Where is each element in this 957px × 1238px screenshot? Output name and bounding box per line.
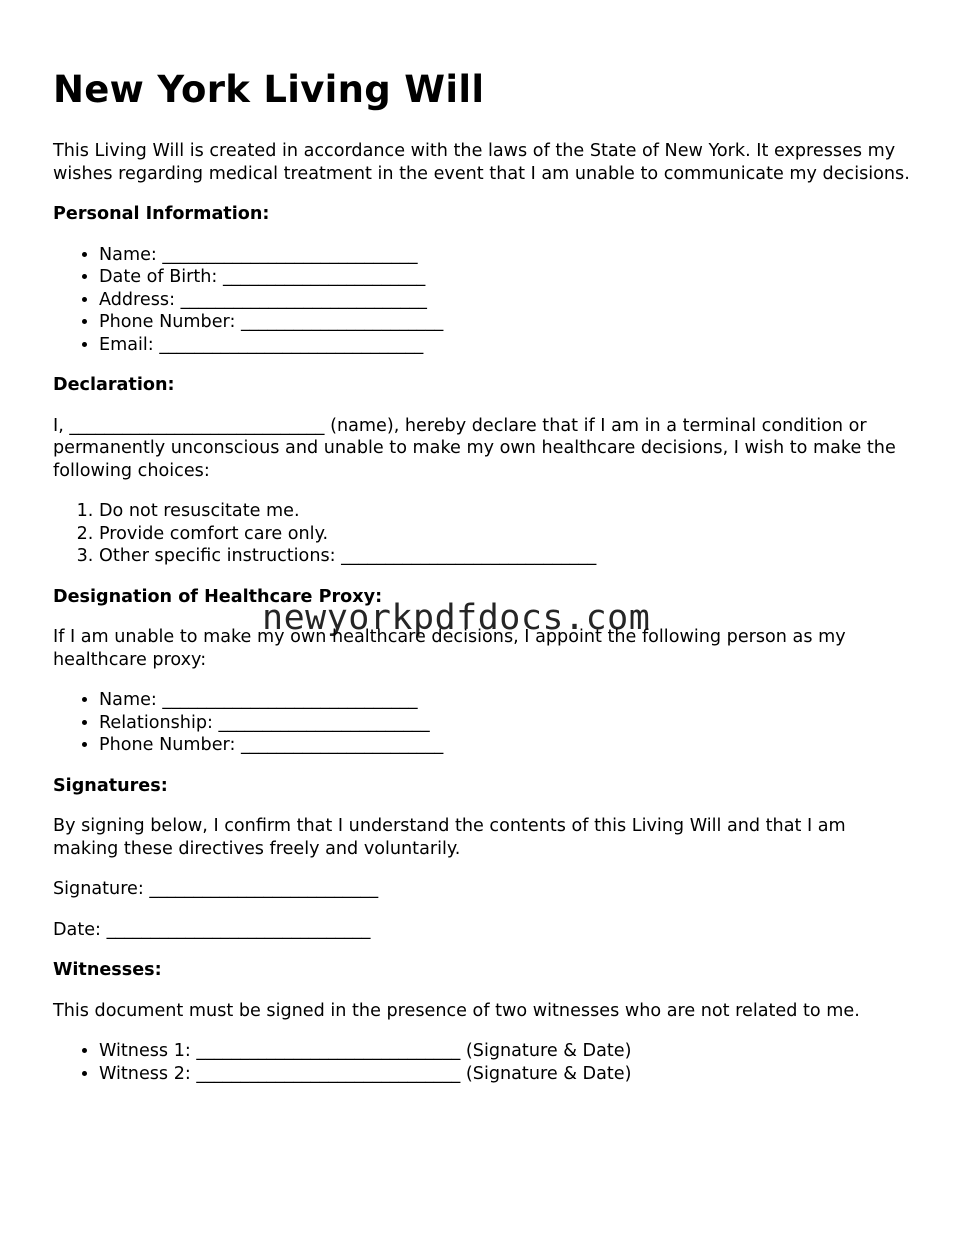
intro-paragraph: This Living Will is created in accordance with the laws of the State of New York. It expresses my wishes regarding medical treatment in the event that I am unable to communicate my decisions. [53,141,910,184]
choice-other-instructions: 3. Other specific instructions: _____________________________ [99,545,913,568]
proxy-info-list [53,689,913,757]
document-page [53,62,913,1103]
proxy-heading: Designation of Healthcare Proxy: [53,586,383,607]
proxy-relationship-field: • Relationship: ________________________ [99,712,913,735]
personal-info-list [53,244,913,357]
site-watermark: newyorkpdfdocs.com [262,598,651,638]
choice-dnr: 1. Do not resuscitate me. [99,500,913,523]
signatures-heading: Signatures: [53,775,168,796]
choice-comfort-care: 2. Provide comfort care only. [99,523,913,546]
personal-email-field: • Email: ______________________________ [99,334,913,357]
personal-info-heading: Personal Information: [53,204,270,224]
witness-2-line: • Witness 2: ______________________________ (Signature & Date) [99,1063,913,1086]
proxy-phone-field: • Phone Number: _______________________ [99,734,913,757]
personal-name-field: • Name: _____________________________ [99,244,913,267]
declaration-heading: Declaration: [53,375,175,395]
declaration-paragraph: I, _____________________________ (name), hereby declare that if I am in a terminal condition or permanently unconscious and unable to make my own healthcare decisions, I wish to make the following choices: [53,415,896,481]
signature-line: Signature: __________________________ [53,879,379,899]
witnesses-heading: Witnesses: [53,960,162,980]
witnesses-list [53,1040,913,1085]
declaration-choices-list [53,500,913,568]
proxy-name-field: • Name: _____________________________ [99,689,913,712]
witnesses-paragraph: This document must be signed in the presence of two witnesses who are not related to me. [53,1000,860,1021]
signatures-paragraph: By signing below, I confirm that I understand the contents of this Living Will and that I am making these directives freely and voluntarily. [53,816,846,859]
proxy-paragraph: If I am unable to make my own healthcare decisions, I appoint the following person as my healthcare proxy: [53,627,846,670]
personal-dob-field: • Date of Birth: _______________________ [99,266,913,289]
personal-address-field: • Address: ____________________________ [99,289,913,312]
document-title: New York Living Will [53,68,485,111]
date-line: Date: ______________________________ [53,919,371,940]
personal-phone-field: • Phone Number: _______________________ [99,311,913,334]
witness-1-line: • Witness 1: ______________________________ (Signature & Date) [99,1040,913,1063]
